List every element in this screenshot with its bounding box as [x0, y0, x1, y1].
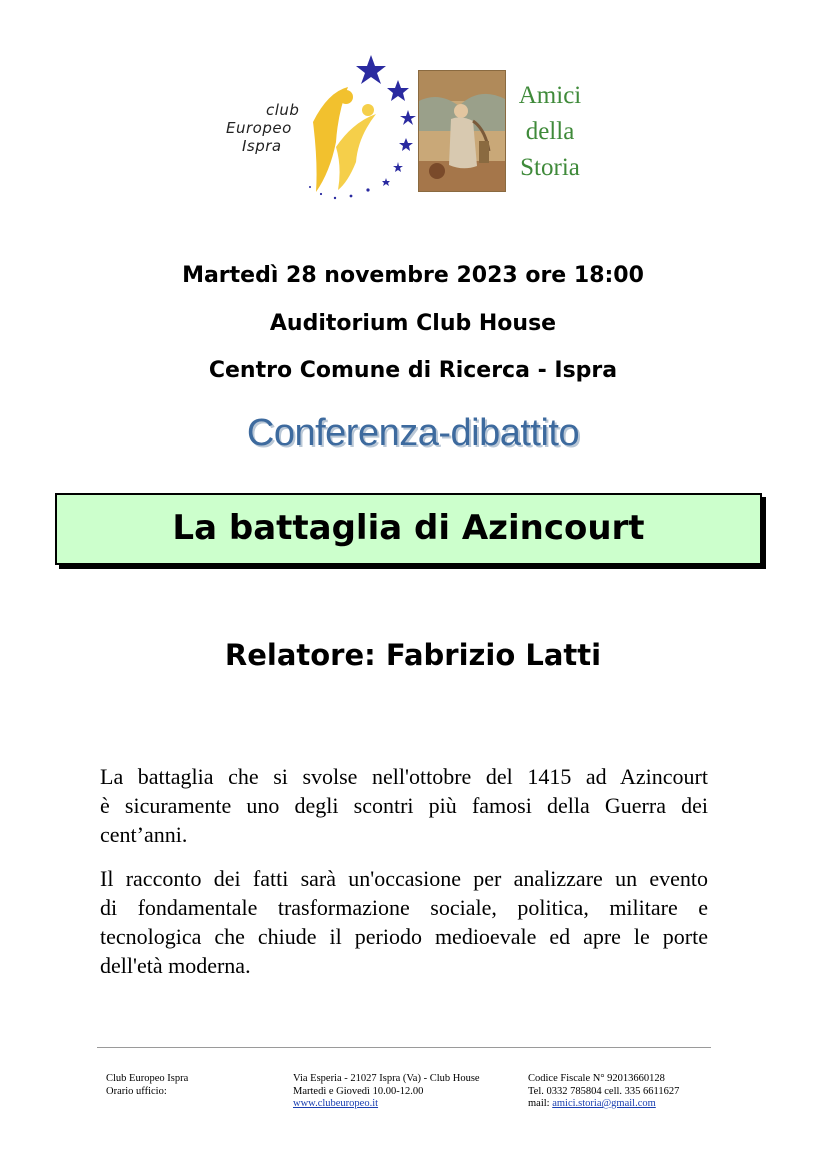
footer-col-3	[528, 1073, 679, 1111]
painting-icon	[419, 71, 505, 191]
event-date: Martedì 28 novembre 2023 ore 18:00	[182, 263, 644, 288]
footer-divider	[97, 1047, 711, 1048]
title-box	[55, 493, 762, 565]
footer-hours: Martedì e Giovedì 10.00-12.00	[293, 1085, 424, 1097]
footer-phone: Tel. 0332 785804 cell. 335 6611627	[528, 1085, 680, 1097]
paragraph-1-line: è sicuramente uno degli scontri più famosi della Guerra dei	[100, 793, 708, 818]
club-logo-text-2: Europeo	[226, 119, 292, 137]
footer-address: Via Esperia - 21027 Ispra (Va) - Club House	[293, 1073, 480, 1084]
footer-col-1	[106, 1073, 188, 1098]
footer-tax-code: Codice Fiscale N° 92013660128	[528, 1073, 665, 1084]
paragraph-2-line: dell'età moderna.	[100, 953, 251, 978]
club-logo-text-3: Ispra	[242, 137, 282, 155]
amici-logo-line-1: Amici	[518, 82, 582, 109]
paragraph-2-line: Il racconto dei fatti sarà un'occasione per analizzare un evento	[100, 866, 708, 891]
speaker: Relatore: Fabrizio Latti	[224, 638, 602, 672]
amici-storia-logo	[510, 78, 590, 186]
painting-image	[418, 70, 506, 192]
footer-email-link[interactable]: amici.storia@gmail.com	[552, 1098, 656, 1109]
paragraph-2-line: di fondamentale trasformazione sociale, politica, militare e	[100, 895, 708, 920]
paragraph-2-line: tecnologica che chiude il periodo medioevale ed apre le porte	[100, 924, 708, 949]
paragraph-1	[100, 762, 708, 849]
footer-col-2	[293, 1073, 480, 1111]
footer-mail-row	[528, 1098, 679, 1111]
amici-logo-line-2: della	[525, 118, 575, 145]
paragraph-1-line: La battaglia che si svolse nell'ottobre del 1415 ad Azincourt	[100, 764, 708, 789]
footer-office-hours-label: Orario ufficio:	[106, 1085, 167, 1097]
footer-club-name: Club Europeo Ispra	[106, 1073, 189, 1084]
paragraph-1-line: cent’anni.	[100, 822, 188, 847]
club-logo-text-1: club	[266, 101, 300, 119]
event-type-heading: Conferenza-dibattito	[246, 412, 580, 454]
paragraph-2	[100, 864, 708, 980]
amici-logo-line-3: Storia	[520, 154, 580, 181]
event-place: Centro Comune di Ricerca - Ispra	[208, 358, 618, 383]
event-title: La battaglia di Azincourt	[172, 508, 645, 548]
footer-website-link[interactable]: www.clubeuropeo.it	[293, 1098, 379, 1109]
club-europeo-logo	[218, 52, 418, 202]
footer-mail-label: mail:	[528, 1098, 553, 1109]
event-venue: Auditorium Club House	[269, 311, 557, 336]
